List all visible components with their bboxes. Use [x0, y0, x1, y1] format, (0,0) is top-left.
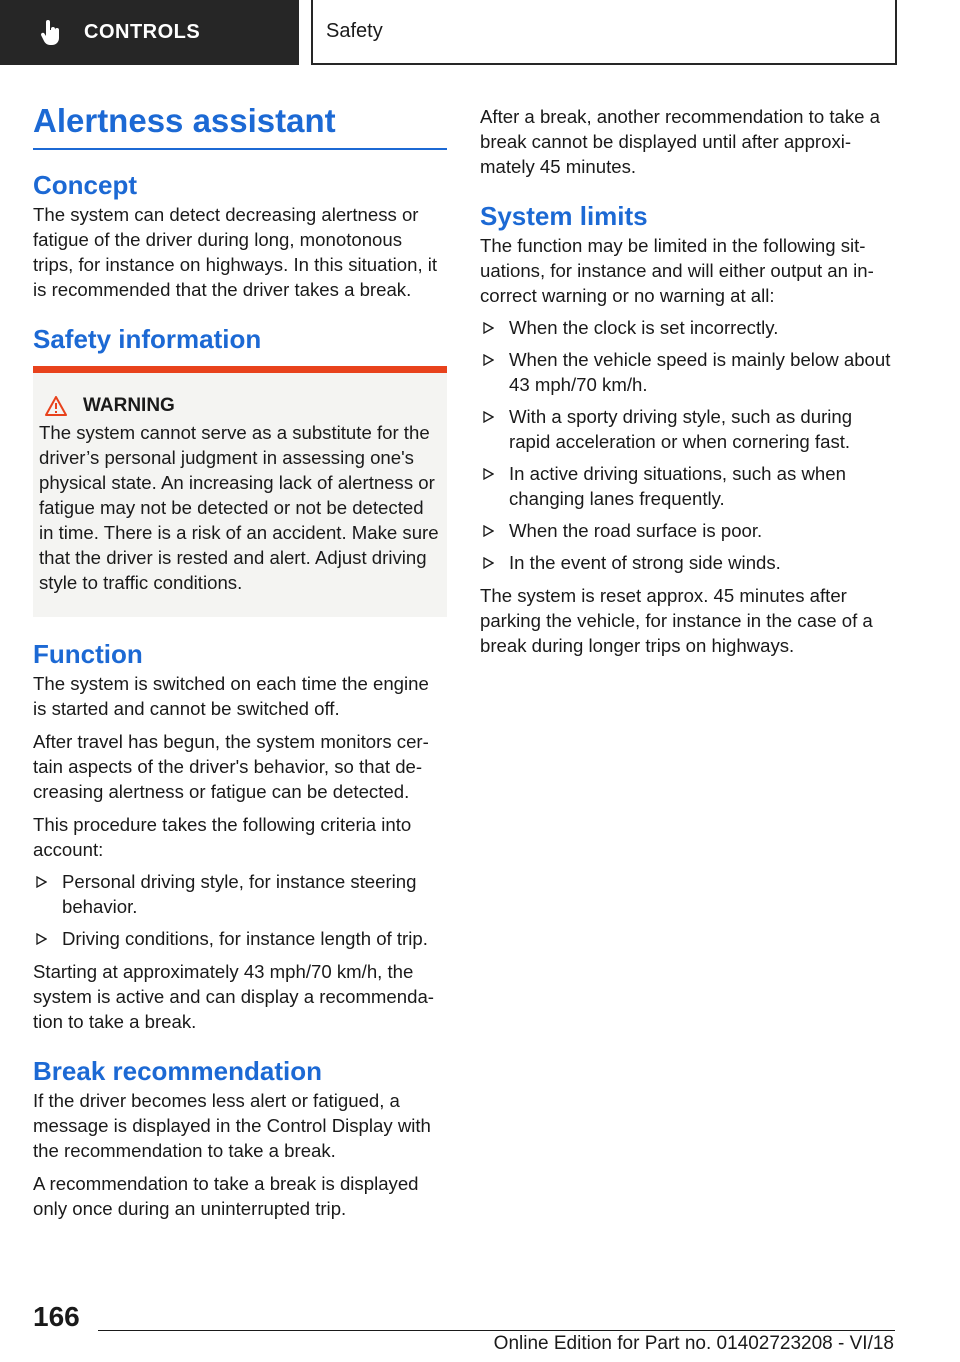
list-item: Driving conditions, for instance length of trip. [33, 926, 447, 951]
triangle-bullet-icon [483, 322, 494, 334]
warning-triangle-icon [45, 396, 67, 416]
page-footer [0, 1295, 960, 1362]
triangle-bullet-icon [483, 354, 494, 366]
warning-title: WARNING [83, 395, 175, 416]
list-item: When the road surface is poor. [480, 518, 894, 543]
list-item: In the event of strong side winds. [480, 550, 894, 575]
reset-text: The system is reset approx. 45 minutes after parking the vehicle, for instance in the case of a break during longer trips on highways. [480, 585, 873, 656]
list-item: Personal driving style, for instance steering behavior. [33, 869, 447, 919]
limits-text: The function may be limited in the following sit- uations, for instance and will either output an in- correct warning or no warning at all: [480, 235, 874, 306]
header-section-box [311, 0, 897, 65]
page-title: Alertness assistant [33, 100, 447, 150]
header-tab-label: CONTROLS [84, 21, 201, 43]
function-paragraph-4: Starting at approximately 43 mph/70 km/h, the system is active and can display a recommenda- tion to take a break. [33, 961, 434, 1032]
function-paragraph-3: This procedure takes the following criteria into account: [33, 814, 412, 860]
list-item: In active driving situations, such as when changing lanes frequently. [480, 461, 894, 511]
break-paragraph-2: A recommendation to take a break is displayed only once during an uninterrupted trip. [33, 1173, 419, 1219]
header-section-title: Safety [326, 20, 383, 42]
break-interval-text: After a break, another recommendation to take a break cannot be displayed until after approxi- mately 45 minutes. [480, 106, 880, 177]
hand-pointer-icon [40, 20, 62, 46]
triangle-bullet-icon [483, 468, 494, 480]
right-column [480, 104, 894, 658]
function-heading: Function [33, 639, 143, 669]
warning-text: The system cannot serve as a substitute for the driver’s personal judgment in assessing one's physical state. An increasing lack of alertness or fatigue may not be detected or not be detected in time. There is a risk of an accident. Make sure that the driver is rested and alert. Adjust driving style to traffic conditions. [39, 422, 439, 593]
header-tab [0, 0, 299, 65]
concept-text: The system can detect decreasing alertness or fatigue of the driver during long, monotonous trips, for instance on highways. In this situation, it is recommended that the driver takes a break. [33, 204, 438, 300]
edition-text: Online Edition for Part no. 01402723208 - VI/18 [493, 1333, 894, 1354]
triangle-bullet-icon [483, 525, 494, 537]
triangle-bullet-icon [483, 411, 494, 423]
concept-heading: Concept [33, 170, 137, 200]
left-column [33, 100, 447, 1221]
function-paragraph-2: After travel has begun, the system monitors cer- tain aspects of the driver's behavior, so that de- creasing alertness or fatigue can be detected. [33, 731, 429, 802]
limits-heading: System limits [480, 201, 648, 231]
warning-box [33, 366, 447, 617]
triangle-bullet-icon [36, 933, 47, 945]
list-item: With a sporty driving style, such as during rapid acceleration or when cornering fast. [480, 404, 894, 454]
triangle-bullet-icon [483, 557, 494, 569]
safety-heading: Safety information [33, 324, 262, 354]
limits-list [480, 315, 894, 575]
footer-divider [98, 1330, 895, 1331]
list-item: When the vehicle speed is mainly below about 43 mph/70 km/h. [480, 347, 894, 397]
warning-title-row [39, 393, 441, 418]
break-paragraph-1: If the driver becomes less alert or fatigued, a message is displayed in the Control Display with the recommendation to take a break. [33, 1090, 431, 1161]
page-number: 166 [33, 1301, 80, 1332]
break-heading: Break recommendation [33, 1056, 322, 1086]
function-paragraph-1: The system is switched on each time the engine is started and cannot be switched off. [33, 673, 429, 719]
triangle-bullet-icon [36, 876, 47, 888]
criteria-list [33, 869, 447, 951]
list-item: When the clock is set incorrectly. [480, 315, 894, 340]
